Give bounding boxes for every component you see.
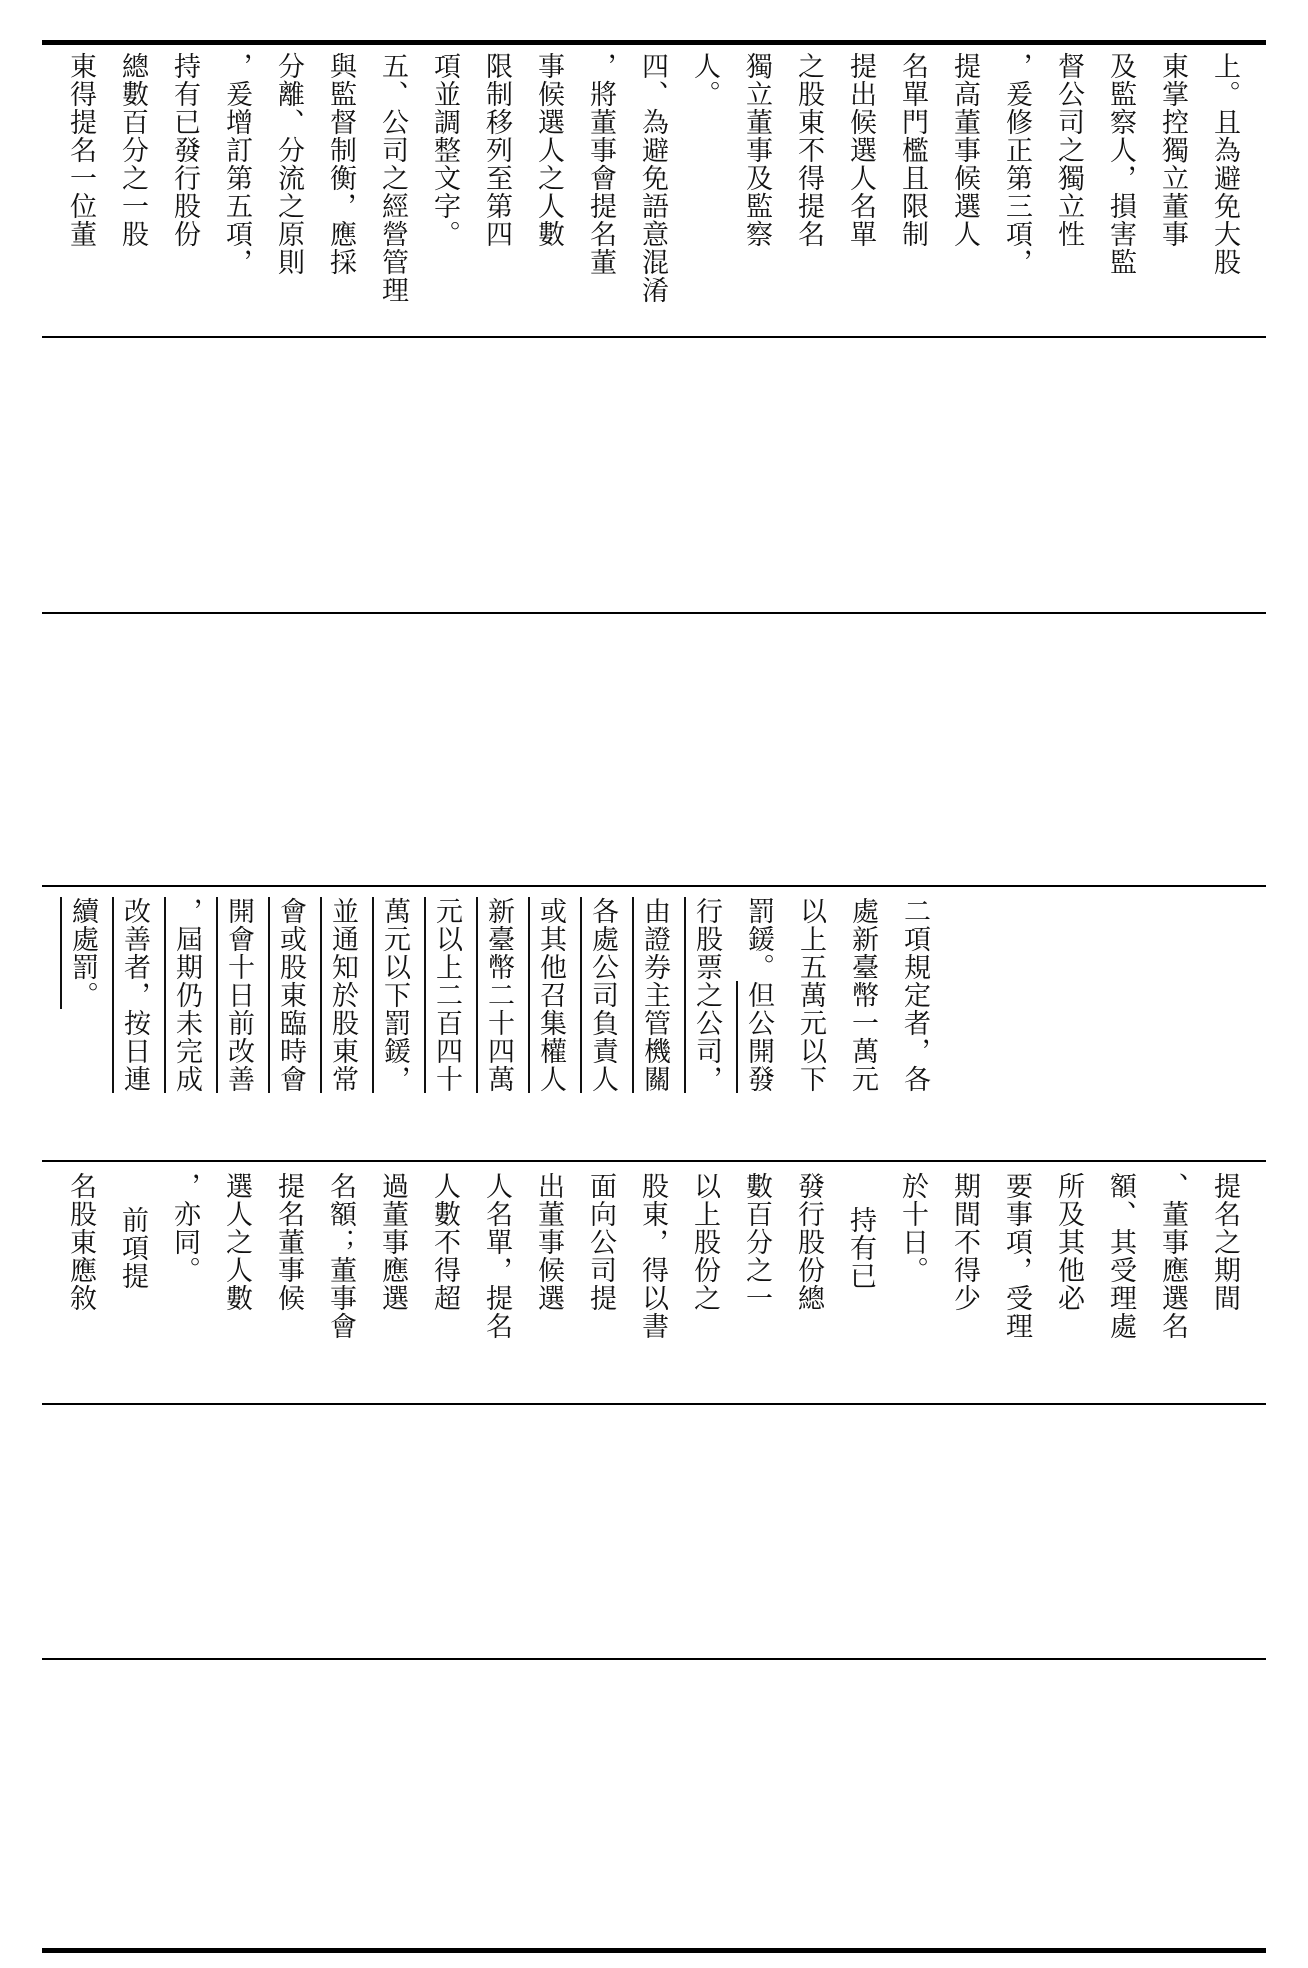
text-column: 以上五萬元以下 — [795, 897, 826, 1093]
text-column: 分離、分流之原則 — [273, 52, 304, 276]
text-column: 名股東應敘 — [65, 1172, 96, 1312]
underlined-amendment: 由證券主管機關 — [639, 897, 670, 1093]
underlined-amendment: 並通知於股東常 — [327, 897, 358, 1093]
text-column: 二項規定者，各 — [899, 897, 930, 1093]
text-column: ，爰修正第三項， — [1001, 52, 1032, 276]
text-column: 督公司之獨立性 — [1053, 52, 1084, 248]
table-rule — [42, 1403, 1266, 1405]
text-column: 上。且為避免大股 — [1209, 52, 1240, 276]
text-column: 人。 — [689, 52, 720, 108]
text-column: 限制移列至第四 — [481, 52, 512, 248]
text-column: 過董事應選 — [377, 1172, 408, 1312]
text-column: 發行股份總 — [793, 1172, 824, 1312]
text-column — [732, 897, 784, 1159]
underlined-amendment: 行股票之公司， — [691, 897, 722, 1093]
table-rule — [42, 1160, 1266, 1162]
underlined-amendment: 會或股東臨時會 — [275, 897, 306, 1093]
text-column: 處新臺幣一萬元 — [847, 897, 878, 1093]
text-column: 人數不得超 — [429, 1172, 460, 1312]
text-column: 提高董事候選人 — [949, 52, 980, 248]
text-column: 所及其他必 — [1053, 1172, 1084, 1312]
underlined-amendment: 各處公司負責人 — [587, 897, 618, 1093]
text-column: 數百分之一 — [741, 1172, 772, 1312]
text-column: 事候選人之人數 — [533, 52, 564, 248]
table-rule-top — [42, 40, 1266, 45]
text-column: ，亦同。 — [169, 1172, 200, 1284]
text-column: 、董事應選名 — [1157, 1172, 1188, 1340]
underlined-amendment: 元以上二百四十 — [431, 897, 462, 1093]
table-rule — [42, 612, 1266, 614]
penalty-text-cell — [56, 897, 940, 1159]
text-column: 及監察人，損害監 — [1105, 52, 1136, 276]
text-column: 總數百分之一股 — [117, 52, 148, 248]
text-column: ，爰增訂第五項， — [221, 52, 252, 276]
text-column: 與監督制衡，應採 — [325, 52, 356, 276]
text-column: ，將董事會提名董 — [585, 52, 616, 276]
underlined-amendment: 續處罰。 — [67, 897, 98, 1009]
text-column: 之股東不得提名 — [793, 52, 824, 248]
text-column: 額、其受理處 — [1105, 1172, 1136, 1340]
text-column: 提出候選人名單 — [845, 52, 876, 248]
underlined-amendment: 新臺幣二十四萬 — [483, 897, 514, 1093]
text-column: 五、公司之經營管理 — [377, 52, 408, 304]
text-column: 股東，得以書 — [637, 1172, 668, 1340]
text-column: 持有已 — [845, 1206, 876, 1290]
text-column: 出董事候選 — [533, 1172, 564, 1312]
underlined-amendment: 萬元以下罰鍰， — [379, 897, 410, 1093]
table-rule — [42, 885, 1266, 887]
text-column: 前項提 — [117, 1206, 148, 1290]
text-segment: 罰鍰。 — [743, 897, 774, 981]
underlined-amendment: ，屆期仍未完成 — [171, 897, 202, 1093]
underlined-amendment: 開會十日前改善 — [223, 897, 254, 1093]
text-column: 提名董事候 — [273, 1172, 304, 1312]
text-column: 名單門檻且限制 — [897, 52, 928, 248]
text-column: 東得提名一位董 — [65, 52, 96, 248]
text-column: 要事項，受理 — [1001, 1172, 1032, 1340]
table-rule-bottom — [42, 1948, 1266, 1953]
text-column: 四、為避免語意混淆 — [637, 52, 668, 304]
underlined-amendment: 改善者，按日連 — [119, 897, 150, 1093]
text-column: 選人之人數 — [221, 1172, 252, 1312]
text-column: 提名之期間 — [1209, 1172, 1240, 1312]
table-rule — [42, 1658, 1266, 1660]
table-rule — [42, 336, 1266, 338]
underlined-amendment: 或其他召集權人 — [535, 897, 566, 1093]
text-column: 東掌控獨立董事 — [1157, 52, 1188, 248]
text-column: 人名單，提名 — [481, 1172, 512, 1340]
text-column: 持有已發行股份 — [169, 52, 200, 248]
text-column: 於十日。 — [897, 1172, 928, 1284]
text-column: 名額；董事會 — [325, 1172, 356, 1340]
provision-text-cell — [54, 1172, 1250, 1402]
text-column: 以上股份之 — [689, 1172, 720, 1312]
text-column: 獨立董事及監察 — [741, 52, 772, 248]
explanation-cell — [54, 52, 1250, 332]
text-column: 面向公司提 — [585, 1172, 616, 1312]
text-column: 項並調整文字。 — [429, 52, 460, 248]
text-column: 期間不得少 — [949, 1172, 980, 1312]
underlined-amendment: 但公開發 — [743, 981, 774, 1093]
